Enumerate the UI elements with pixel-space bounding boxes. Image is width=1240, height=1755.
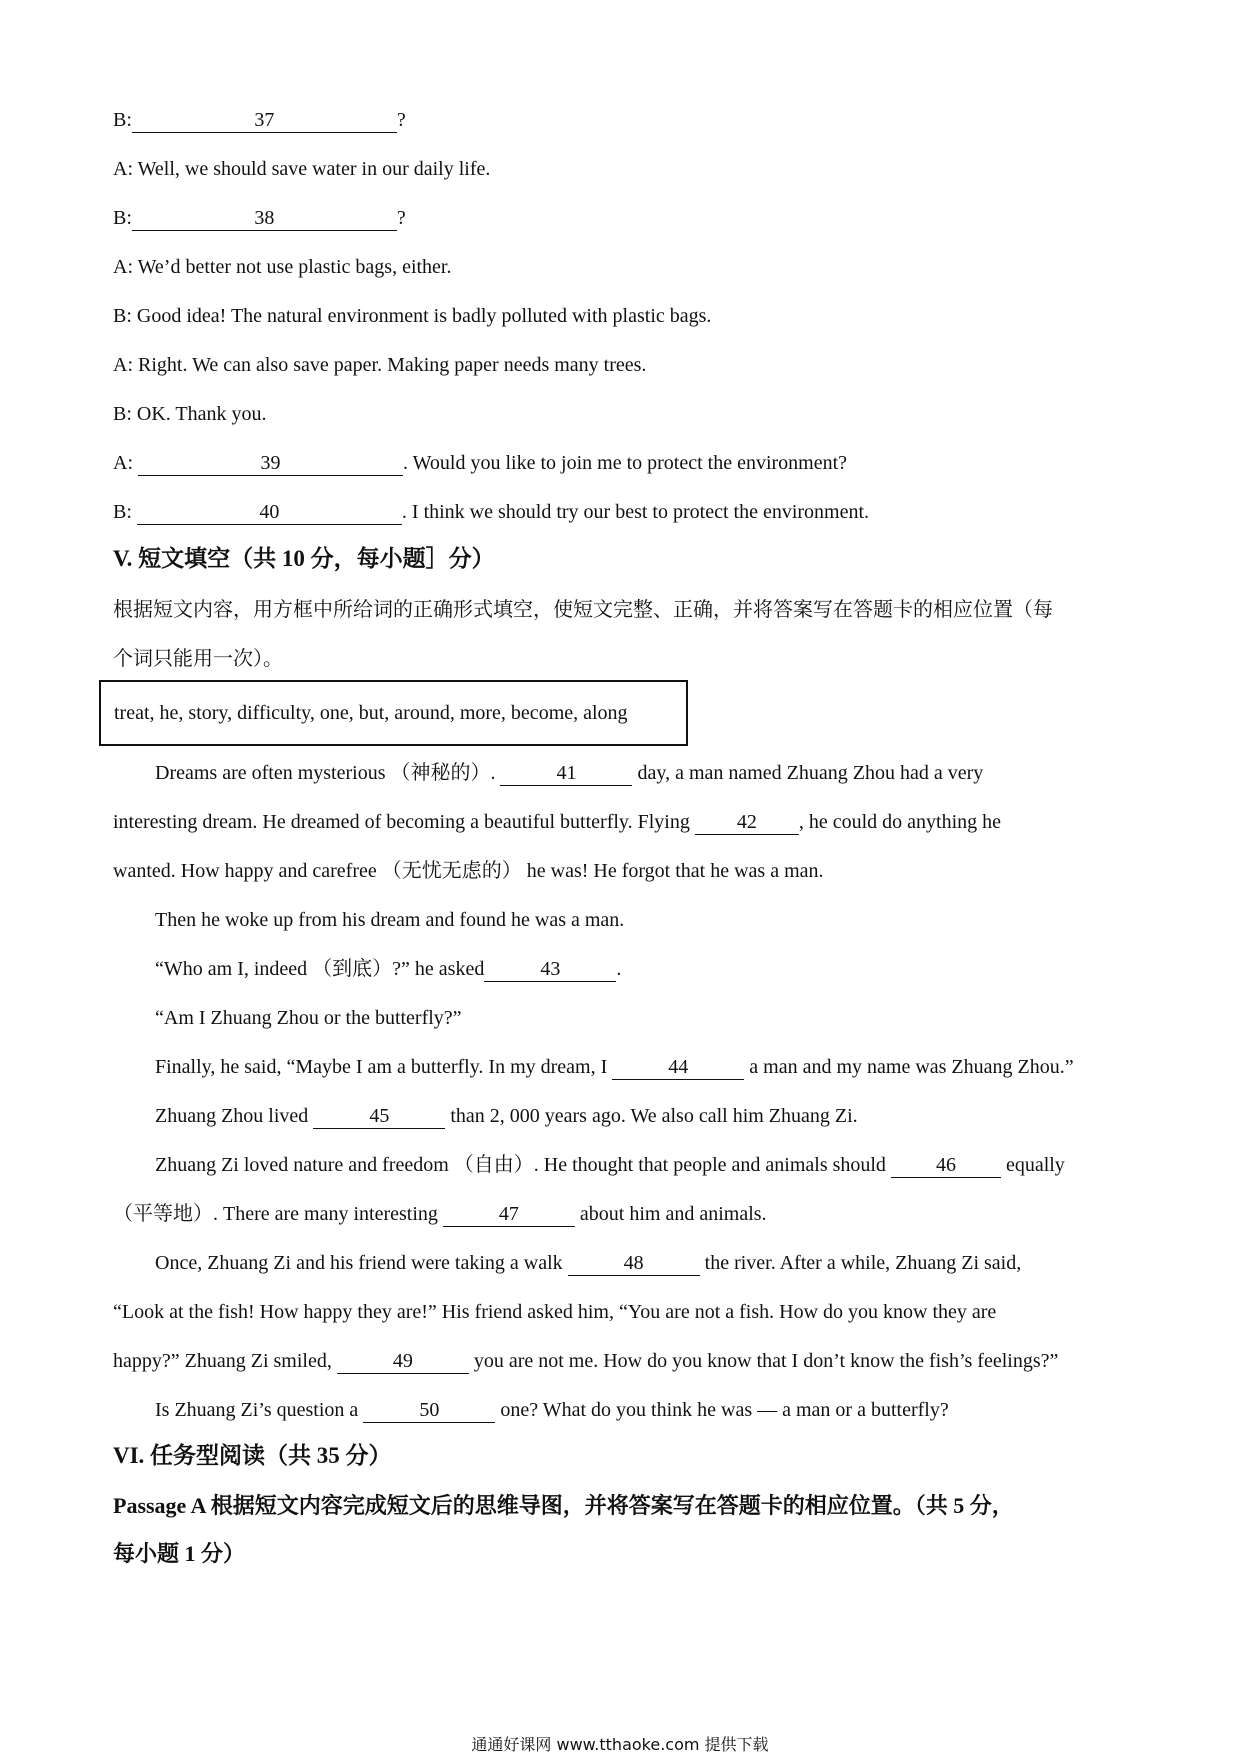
passage-line: Then he woke up from his dream and found he was a man. <box>155 909 625 931</box>
answer-blank-41[interactable]: 41 <box>500 761 632 786</box>
passage-line: interesting dream. He dreamed of becoming a beautiful butterfly. Flying 42 , he could do anything he <box>113 811 1002 833</box>
answer-blank-47[interactable]: 47 <box>443 1202 575 1227</box>
dialogue-line: B: Good idea! The natural environment is badly polluted with plastic bags. <box>113 305 712 327</box>
dialogue-line: B: OK. Thank you. <box>113 403 267 425</box>
section-instruction: 根据短文内容，用方框中所给词的正确形式填空，使短文完整、正确，并将答案写在答题卡的相应位置（每 <box>113 597 1053 621</box>
passage-line: Zhuang Zhou lived 45 than 2, 000 years ago. We also call him Zhuang Zi. <box>155 1105 858 1127</box>
answer-blank-46[interactable]: 46 <box>891 1153 1001 1178</box>
dialogue-line-40: B: 40 . I think we should try our best to protect the environment. <box>113 501 870 523</box>
answer-blank-49[interactable]: 49 <box>337 1349 469 1374</box>
section-heading-vi: VI. 任务型阅读（共 35 分） <box>113 1443 392 1468</box>
answer-blank-37[interactable]: 37 <box>132 108 397 133</box>
passage-line: Zhuang Zi loved nature and freedom （自由）. He thought that people and animals should 46 equally <box>155 1154 1065 1176</box>
passage-line: wanted. How happy and carefree （无忧无虑的） he was! He forgot that he was a man. <box>113 860 824 882</box>
passage-line: “Am I Zhuang Zhou or the butterfly?” <box>155 1007 462 1029</box>
passage-a-instruction: Passage A 根据短文内容完成短文后的思维导图，并将答案写在答题卡的相应位置。（共 5 分， <box>113 1493 1014 1518</box>
passage-line: Is Zhuang Zi’s question a 50 one? What do you think he was — a man or a butterfly? <box>155 1399 949 1421</box>
answer-blank-39[interactable]: 39 <box>138 451 403 476</box>
dialogue-line-39: A: 39 . Would you like to join me to protect the environment? <box>113 452 848 474</box>
dialogue-line: A: Right. We can also save paper. Making paper needs many trees. <box>113 354 647 376</box>
word-box <box>99 680 688 746</box>
answer-blank-43[interactable]: 43 <box>484 957 616 982</box>
dialogue-line: A: We’d better not use plastic bags, either. <box>113 256 452 278</box>
dialogue-line: A: Well, we should save water in our daily life. <box>113 158 491 180</box>
passage-line: happy?” Zhuang Zi smiled, 49 you are not me. How do you know that I don’t know the fish’s feelings?” <box>113 1350 1059 1372</box>
passage-line: Dreams are often mysterious （神秘的）. 41 day, a man named Zhuang Zhou had a very <box>155 762 984 784</box>
dialogue-line-38: B: 38 ? <box>113 207 406 229</box>
passage-a-instruction: 每小题 1 分） <box>113 1541 246 1566</box>
section-heading-v: V. 短文填空（共 10 分，每小题］分） <box>113 546 495 571</box>
passage-line: （平等地）. There are many interesting 47 about him and animals. <box>113 1203 767 1225</box>
answer-blank-45[interactable]: 45 <box>313 1104 445 1129</box>
answer-blank-42[interactable]: 42 <box>695 810 799 835</box>
answer-blank-38[interactable]: 38 <box>132 206 397 231</box>
passage-line: “Look at the fish! How happy they are!” His friend asked him, “You are not a fish. How do you know they are <box>113 1301 997 1323</box>
section-instruction: 个词只能用一次）。 <box>113 646 283 670</box>
dialogue-line-37: B: 37 ? <box>113 109 406 131</box>
word-box-text: treat, he, story, difficulty, one, but, around, more, become, along <box>114 701 628 724</box>
answer-blank-48[interactable]: 48 <box>568 1251 700 1276</box>
passage-line: Once, Zhuang Zi and his friend were taking a walk 48 the river. After a while, Zhuang Zi said, <box>155 1252 1022 1274</box>
passage-line: Finally, he said, “Maybe I am a butterfly. In my dream, I 44 a man and my name was Zhuang Zhou.” <box>155 1056 1074 1078</box>
answer-blank-40[interactable]: 40 <box>137 500 402 525</box>
passage-line: “Who am I, indeed （到底）?” he asked 43 . <box>155 958 622 980</box>
answer-blank-44[interactable]: 44 <box>612 1055 744 1080</box>
page-footer: 通通好课网 www.tthaoke.com 提供下载 <box>471 1735 769 1754</box>
answer-blank-50[interactable]: 50 <box>363 1398 495 1423</box>
